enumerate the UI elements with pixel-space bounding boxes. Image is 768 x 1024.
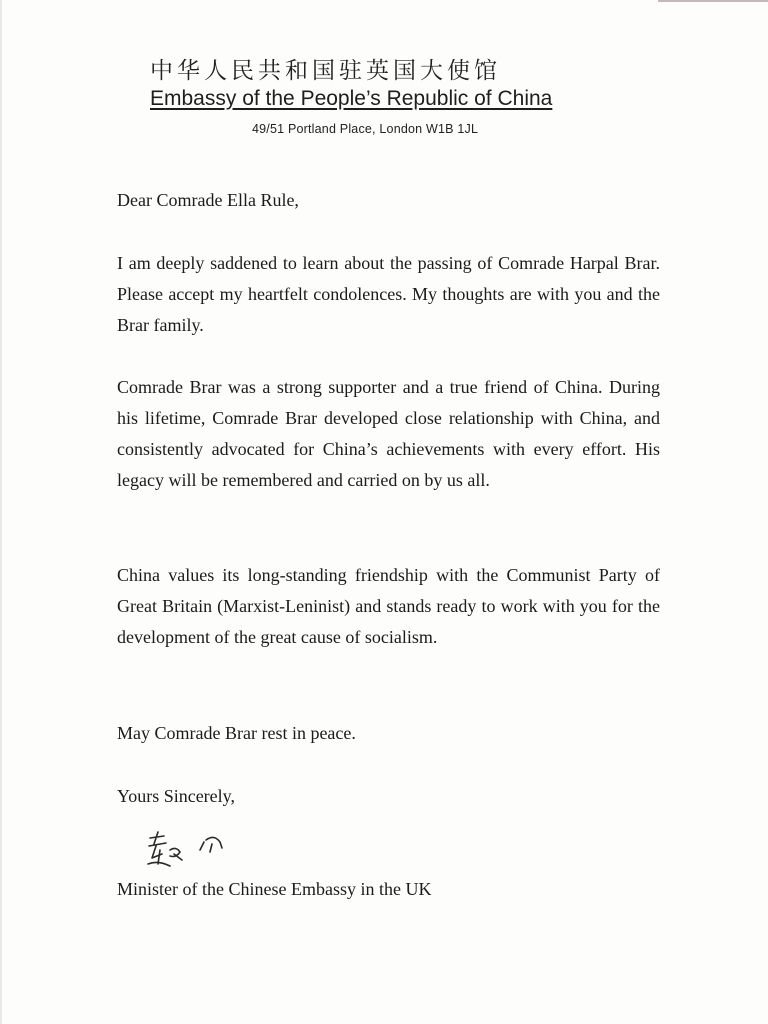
paragraph-friendship: Comrade Brar was a strong supporter and a true friend of China. During his lifetime, Comrade Brar developed close relationship with China, and consistently advocated for China’s achievements with every effort. His legacy will be remembered and carried on by us all.: [117, 377, 660, 490]
paragraph-condolence: I am deeply saddened to learn about the passing of Comrade Harpal Brar. Please accept my heartfelt condolences. My thoughts are with you and the Brar family.: [117, 253, 660, 335]
letterhead-english-name: Embassy of the People’s Republic of China: [150, 87, 553, 110]
letterhead-address: 49/51 Portland Place, London W1B 1JL: [252, 122, 479, 136]
scan-edge-mark: [658, 0, 768, 2]
paragraph-rest-in-peace: May Comrade Brar rest in peace.: [117, 723, 356, 743]
handwritten-signature: [140, 824, 250, 874]
paragraph-party-relations: China values its long-standing friendship with the Communist Party of Great Britain (Marxist-Leninist) and stands ready to work with you for the development of the great cause of socialism.: [117, 565, 660, 647]
salutation: Dear Comrade Ella Rule,: [117, 190, 299, 210]
closing: Yours Sincerely,: [117, 786, 236, 806]
signer-title: Minister of the Chinese Embassy in the UK: [117, 879, 432, 899]
letterhead-chinese-name: 中华人民共和国驻英国大使馆: [150, 58, 501, 84]
